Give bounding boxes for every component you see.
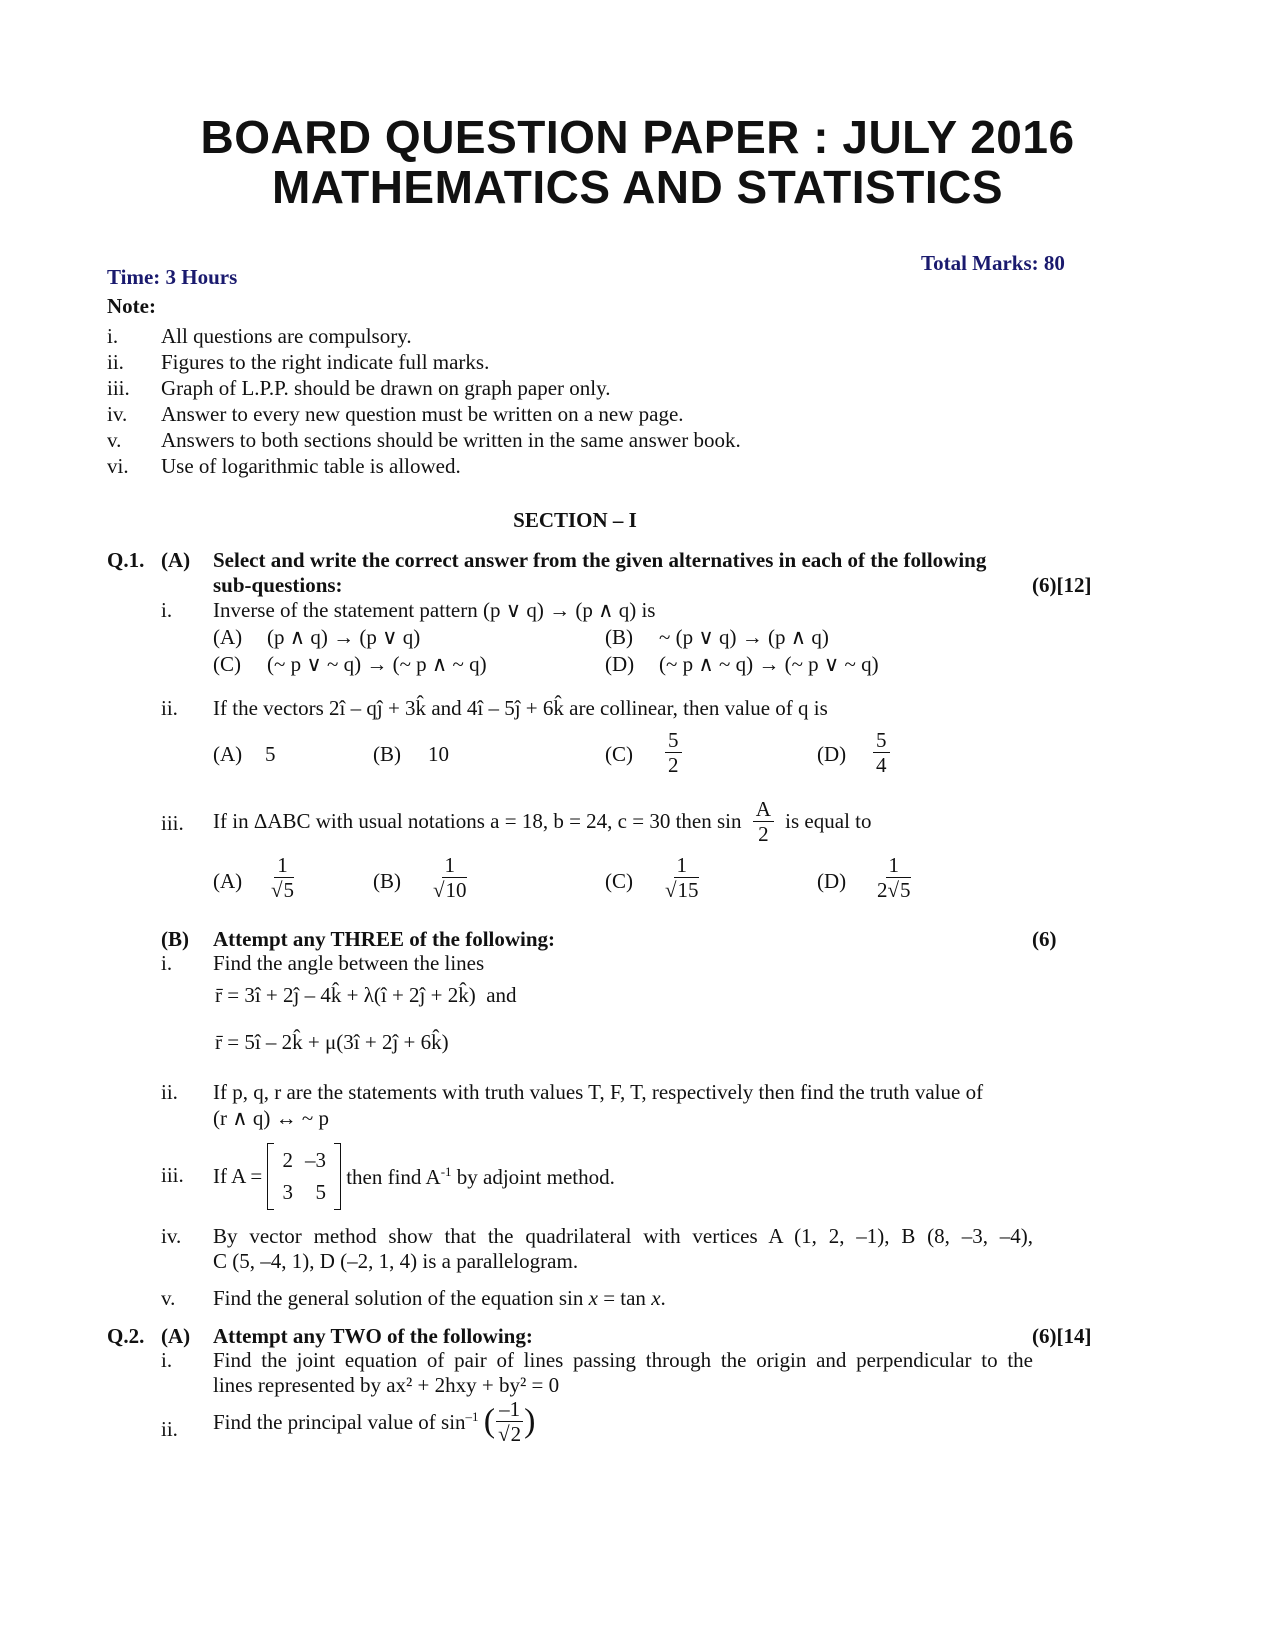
- subq-text-suffix: by adjoint method.: [456, 1164, 615, 1189]
- note-num: v.: [107, 428, 122, 452]
- fraction-denominator: 2: [758, 822, 769, 847]
- option-text: (p ∧ q) → (p ∨ q): [267, 625, 421, 649]
- marks-label: (6)[14]: [1032, 1324, 1092, 1348]
- option-fraction: [665, 728, 682, 777]
- fraction-denominator: 2: [668, 753, 679, 778]
- note-text: All questions are compulsory.: [161, 324, 412, 348]
- subq-number: ii.: [161, 1417, 178, 1441]
- note-label: Note:: [107, 294, 156, 318]
- option-text: (~ p ∨ ~ q) → (~ p ∧ ~ q): [267, 652, 487, 676]
- option-text: 5: [265, 742, 276, 766]
- note-num: i.: [107, 324, 119, 348]
- fraction-numerator: 1: [274, 853, 291, 878]
- option-text: 10: [428, 742, 449, 766]
- superscript: –1: [465, 1408, 479, 1424]
- option-text: ~ (p ∨ q) → (p ∧ q): [659, 625, 829, 649]
- option-label: (C): [605, 742, 633, 766]
- subq-text-line: C (5, –4, 1), D (–2, 1, 4) is a parallelogram.: [213, 1249, 579, 1273]
- note-text: Use of logarithmic table is allowed.: [161, 454, 461, 478]
- subq-text: Find the angle between the lines: [213, 951, 485, 975]
- subq-number: iii.: [161, 1163, 184, 1187]
- option-label: (A): [213, 625, 243, 649]
- vector-expression: 2î – qĵ + 3k̂: [329, 696, 427, 720]
- subq-text-prefix: If in ΔABC with usual notations a = 18, b = 24, c = 30 then sin: [213, 809, 742, 834]
- total-marks-label: Total Marks: 80: [921, 251, 1065, 275]
- marks-label: (6)[12]: [1032, 573, 1092, 597]
- fraction-numerator: A: [753, 797, 774, 822]
- matrix-cell: –3: [304, 1148, 326, 1172]
- sqrt-radicand: 5: [283, 878, 295, 903]
- option-text: (~ p ∧ ~ q) → (~ p ∨ ~ q): [659, 652, 879, 676]
- sqrt-radicand: 2: [510, 1422, 522, 1447]
- subq-text-prefix: Find the principal value of sin: [213, 1409, 466, 1434]
- subq-text-prefix: If the vectors: [213, 696, 324, 720]
- fraction-numerator: –1: [496, 1397, 523, 1422]
- subq-number: v.: [161, 1286, 176, 1310]
- option-label: (D): [817, 742, 847, 766]
- part-label: (A): [161, 1324, 191, 1348]
- subq-text: (r ∧ q) ↔ ~ p: [213, 1106, 329, 1130]
- section-heading: SECTION – I: [513, 508, 637, 532]
- note-num: ii.: [107, 350, 124, 374]
- subq-text-post: .: [660, 1286, 666, 1310]
- marks-label: (6): [1032, 927, 1057, 951]
- subq-text: [213, 696, 828, 721]
- option-label: (B): [605, 625, 633, 649]
- subq-text-suffix: then find A: [346, 1164, 441, 1189]
- question-number: Q.1.: [107, 548, 145, 572]
- note-num: iv.: [107, 402, 128, 426]
- option-label: (B): [373, 869, 401, 893]
- subq-text: [213, 797, 872, 846]
- option-fraction: $\frac{1}{√15}$: [665, 853, 699, 903]
- subq-text-line: Find the joint equation of pair of lines passing through the origin and perpendicular to the: [213, 1348, 1033, 1372]
- option-fraction: $\frac{1}{√5}$: [271, 853, 295, 903]
- subq-text: If p, q, r are the statements with truth values T, F, T, respectively then find the truth value of: [213, 1080, 984, 1104]
- option-label: (C): [605, 869, 633, 893]
- sqrt-radicand: 15: [677, 878, 699, 903]
- matrix-cell: 3: [282, 1179, 293, 1204]
- option-label: (A): [213, 742, 243, 766]
- fraction-numerator: 1: [442, 853, 459, 878]
- subq-number: i.: [161, 951, 173, 975]
- paper-subject: MATHEMATICS AND STATISTICS: [271, 161, 1004, 213]
- subq-text-line: lines represented by ax² + 2hxy + by² = 0: [213, 1373, 560, 1397]
- subq-number: iv.: [161, 1224, 182, 1248]
- note-text: Answer to every new question must be written on a new page.: [161, 402, 684, 426]
- conjunction-text: and: [486, 983, 517, 1007]
- instruction-text: sub-questions:: [213, 573, 343, 597]
- part-label: (B): [161, 927, 189, 951]
- option-fraction: $\frac{1}{2√5}$: [877, 853, 911, 903]
- matrix-cell: 2: [282, 1148, 293, 1172]
- subq-number: iii.: [161, 811, 184, 835]
- subq-text: [213, 1143, 615, 1210]
- variable: x: [651, 1286, 661, 1310]
- subq-text-line: By vector method show that the quadrilateral with vertices A (1, 2, –1), B (8, –3, –4),: [213, 1224, 1033, 1248]
- note-num: vi.: [107, 454, 129, 478]
- fraction-numerator: 5: [873, 728, 890, 753]
- fraction-denominator: 4: [876, 753, 887, 778]
- instruction-text: Attempt any TWO of the following:: [213, 1324, 533, 1348]
- note-num: iii.: [107, 376, 130, 400]
- fraction-numerator: 1: [674, 853, 691, 878]
- matrix-cell: 5: [315, 1179, 326, 1204]
- option-label: (D): [817, 869, 847, 893]
- subq-number: i.: [161, 598, 173, 622]
- fraction-denominator: 2: [877, 878, 888, 903]
- subq-text: [213, 1286, 666, 1311]
- instruction-text: Attempt any THREE of the following:: [213, 927, 556, 951]
- note-text: Answers to both sections should be written in the same answer book.: [161, 428, 741, 452]
- variable: x: [588, 1286, 598, 1310]
- line-equation: [215, 983, 517, 1008]
- option-label: (D): [605, 652, 635, 676]
- subq-number: ii.: [161, 696, 178, 720]
- subq-text-suffix: is equal to: [785, 809, 872, 834]
- vector-expression: 4î – 5ĵ + 6k̂: [466, 696, 564, 720]
- option-label: (C): [213, 652, 241, 676]
- fraction-numerator: 1: [886, 853, 903, 878]
- vector-equation: r̄ = 3î + 2ĵ – 4k̂ + λ(î + 2ĵ + 2k̂): [215, 983, 476, 1007]
- option-label: (B): [373, 742, 401, 766]
- fraction-numerator: 5: [665, 728, 682, 753]
- vector-equation: r̄ = 5î – 2k̂ + μ(3î + 2ĵ + 6k̂): [215, 1030, 449, 1054]
- subq-text-mid: = tan: [597, 1286, 652, 1310]
- subq-text: Inverse of the statement pattern (p ∨ q) → (p ∧ q) is: [213, 598, 656, 622]
- matrix-A: [267, 1143, 341, 1210]
- paper-title: BOARD QUESTION PAPER : JULY 2016: [200, 111, 1075, 163]
- option-fraction: [873, 728, 890, 777]
- subq-text-pre: Find the general solution of the equation sin: [213, 1286, 589, 1310]
- option-fraction: $\frac{1}{√10}$: [433, 853, 467, 903]
- subq-text-prefix: If A =: [213, 1164, 263, 1188]
- question-number: Q.2.: [107, 1324, 145, 1348]
- subq-text: [213, 1224, 1033, 1274]
- note-text: Graph of L.P.P. should be drawn on graph paper only.: [161, 376, 611, 400]
- note-text: Figures to the right indicate full marks.: [161, 350, 490, 374]
- subq-text-suffix: are collinear, then value of q is: [569, 696, 828, 720]
- option-label: (A): [213, 869, 243, 893]
- subq-number: ii.: [161, 1080, 178, 1104]
- sqrt-radicand: 5: [900, 878, 911, 903]
- time-label: Time: 3 Hours: [107, 265, 238, 289]
- subq-text-mid: and: [431, 696, 462, 720]
- instruction-text: Select and write the correct answer from the given alternatives in each of the following: [213, 548, 987, 572]
- sqrt-radicand: 10: [445, 878, 467, 903]
- part-label: (A): [161, 548, 191, 572]
- superscript: -1: [440, 1163, 452, 1179]
- subq-text: [213, 1348, 1033, 1398]
- subq-text: Find the principal value of $\sin^{-1}$ ( $\frac{-1}{√2}$ ): [213, 1397, 536, 1447]
- subq-number: i.: [161, 1348, 173, 1372]
